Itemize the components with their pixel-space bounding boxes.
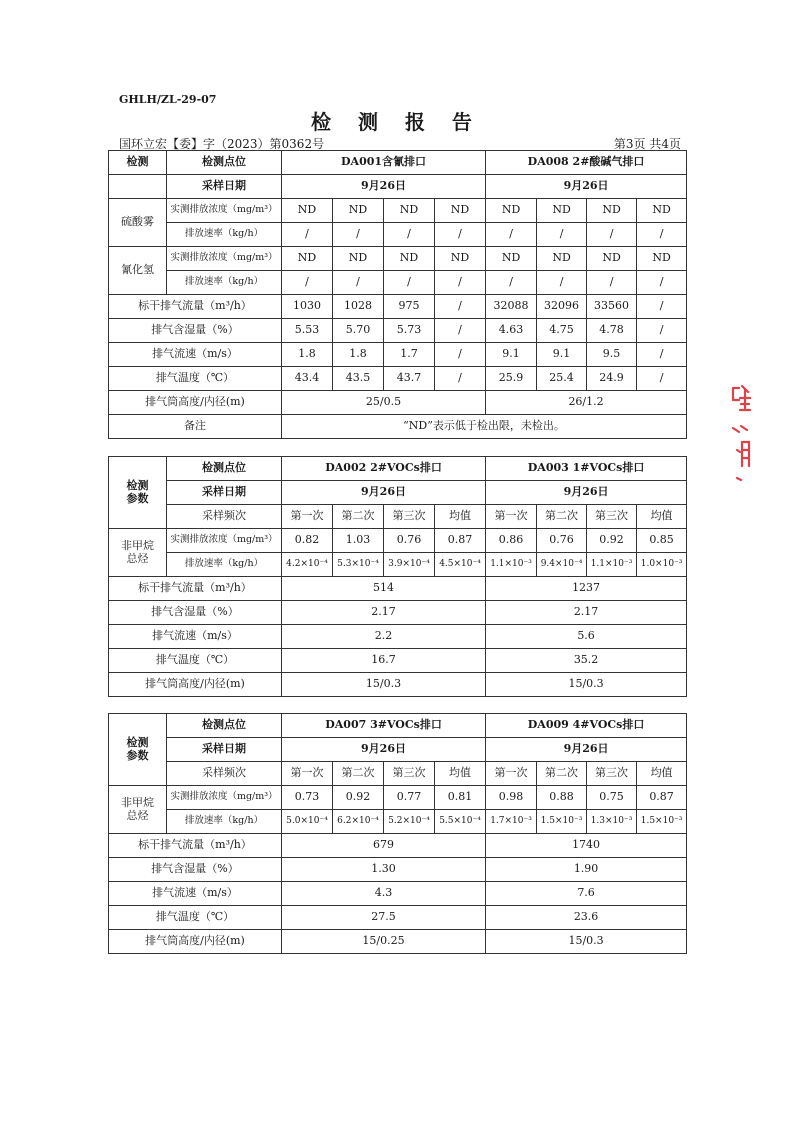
data-cell: 35.2 — [486, 649, 687, 673]
data-cell: / — [637, 367, 687, 391]
frequency-cell: 第一次 — [282, 762, 333, 786]
header-cell-frequency: 采样频次 — [167, 505, 282, 529]
header-cell-point: 检测点位 — [167, 714, 282, 738]
frequency-cell: 第三次 — [587, 505, 637, 529]
point-name-a: DA001含氰排口 — [282, 151, 486, 175]
data-cell: 0.87 — [637, 786, 687, 810]
sampling-date-a: 9月26日 — [282, 175, 486, 199]
data-cell: 9.1 — [486, 343, 537, 367]
data-cell: 679 — [282, 834, 486, 858]
header-cell-jiance: 检测 — [109, 151, 167, 175]
row-label-rate: 排放速率（kg/h） — [167, 223, 282, 247]
frequency-cell: 第二次 — [537, 762, 587, 786]
results-table-1 — [108, 150, 687, 439]
data-cell: ND — [282, 199, 333, 223]
pollutant-name: 氰化氢 — [109, 247, 167, 295]
frequency-cell: 均值 — [435, 505, 486, 529]
data-cell: 43.4 — [282, 367, 333, 391]
data-cell: 0.88 — [537, 786, 587, 810]
row-label-velocity: 排气流速（m/s） — [109, 882, 282, 906]
pollutant-name: 硫酸雾 — [109, 199, 167, 247]
frequency-cell: 第一次 — [282, 505, 333, 529]
results-table-2 — [108, 456, 687, 697]
data-cell: 0.85 — [637, 529, 687, 553]
sampling-date-a: 9月26日 — [282, 481, 486, 505]
data-cell: 4.2×10⁻⁴ — [282, 553, 333, 577]
data-cell: 15/0.3 — [282, 673, 486, 697]
data-cell: 0.73 — [282, 786, 333, 810]
frequency-cell: 第三次 — [384, 762, 435, 786]
data-cell: / — [435, 271, 486, 295]
pollutant-name: 非甲烷 总烃 — [109, 786, 167, 834]
data-cell: 43.7 — [384, 367, 435, 391]
data-cell: 9.4×10⁻⁴ — [537, 553, 587, 577]
data-cell: 6.2×10⁻⁴ — [333, 810, 384, 834]
data-cell: 5.70 — [333, 319, 384, 343]
data-cell: 2.17 — [486, 601, 687, 625]
header-cell-frequency: 采样频次 — [167, 762, 282, 786]
remark-text: “ND”表示低于检出限，未检出。 — [282, 415, 687, 439]
data-cell: 5.5×10⁻⁴ — [435, 810, 486, 834]
results-table-3 — [108, 713, 687, 954]
data-cell: 1.1×10⁻³ — [486, 553, 537, 577]
data-cell: 5.53 — [282, 319, 333, 343]
sampling-date-b: 9月26日 — [486, 481, 687, 505]
row-label-flow: 标干排气流量（m³/h） — [109, 295, 282, 319]
data-cell: ND — [435, 199, 486, 223]
point-name-b: DA008 2#酸碱气排口 — [486, 151, 687, 175]
header-cell-date: 采样日期 — [167, 481, 282, 505]
header-cell-param: 检测 参数 — [109, 714, 167, 786]
data-cell: / — [637, 343, 687, 367]
data-cell: / — [637, 223, 687, 247]
data-cell: 0.75 — [587, 786, 637, 810]
data-cell: 1028 — [333, 295, 384, 319]
data-cell: 0.92 — [587, 529, 637, 553]
data-cell: 25.4 — [537, 367, 587, 391]
data-cell: 43.5 — [333, 367, 384, 391]
frequency-cell: 第三次 — [587, 762, 637, 786]
data-cell: ND — [333, 199, 384, 223]
data-cell: / — [587, 271, 637, 295]
data-cell: / — [587, 223, 637, 247]
row-label-temperature: 排气温度（℃） — [109, 649, 282, 673]
data-cell: / — [282, 223, 333, 247]
data-cell: 32096 — [537, 295, 587, 319]
data-cell: 1.0×10⁻³ — [637, 553, 687, 577]
point-name-b: DA003 1#VOCs排口 — [486, 457, 687, 481]
data-cell: 0.86 — [486, 529, 537, 553]
row-label-stack: 排气筒高度/内径(m) — [109, 673, 282, 697]
data-cell: 975 — [384, 295, 435, 319]
data-cell: 24.9 — [587, 367, 637, 391]
data-cell: 4.3 — [282, 882, 486, 906]
data-cell: 0.77 — [384, 786, 435, 810]
data-cell: / — [537, 223, 587, 247]
data-cell: 3.9×10⁻⁴ — [384, 553, 435, 577]
row-label-conc: 实测排放浓度（mg/m³） — [167, 199, 282, 223]
data-cell: ND — [587, 199, 637, 223]
data-cell: 1030 — [282, 295, 333, 319]
data-cell: 0.92 — [333, 786, 384, 810]
data-cell: 1.7 — [384, 343, 435, 367]
data-cell: ND — [587, 247, 637, 271]
header-cell-date: 采样日期 — [167, 175, 282, 199]
data-cell: 23.6 — [486, 906, 687, 930]
row-label-conc: 实测排放浓度（mg/m³） — [167, 529, 282, 553]
data-cell: 0.82 — [282, 529, 333, 553]
data-cell: / — [435, 367, 486, 391]
data-cell: 1.7×10⁻³ — [486, 810, 537, 834]
row-label-rate: 排放速率（kg/h） — [167, 271, 282, 295]
frequency-cell: 第二次 — [333, 505, 384, 529]
data-cell: ND — [435, 247, 486, 271]
frequency-cell: 第一次 — [486, 505, 537, 529]
data-cell: 514 — [282, 577, 486, 601]
row-label-conc: 实测排放浓度（mg/m³） — [167, 786, 282, 810]
data-cell: / — [435, 223, 486, 247]
row-label-stack: 排气筒高度/内径(m) — [109, 930, 282, 954]
row-label-rate: 排放速率（kg/h） — [167, 810, 282, 834]
data-cell: 5.73 — [384, 319, 435, 343]
data-cell: 0.76 — [537, 529, 587, 553]
data-cell: / — [637, 271, 687, 295]
data-cell: 1.8 — [333, 343, 384, 367]
header-cell-date: 采样日期 — [167, 738, 282, 762]
data-cell: 9.5 — [587, 343, 637, 367]
data-cell: 5.6 — [486, 625, 687, 649]
data-cell: 0.87 — [435, 529, 486, 553]
data-cell: 1.1×10⁻³ — [587, 553, 637, 577]
report-title: 检 测 报 告 — [311, 110, 482, 134]
data-cell: / — [537, 271, 587, 295]
data-cell: ND — [384, 199, 435, 223]
row-label-moisture: 排气含湿量（%） — [109, 319, 282, 343]
frequency-cell: 第二次 — [333, 762, 384, 786]
data-cell: 27.5 — [282, 906, 486, 930]
row-label-velocity: 排气流速（m/s） — [109, 343, 282, 367]
data-cell: ND — [384, 247, 435, 271]
data-cell: 15/0.3 — [486, 930, 687, 954]
data-cell: 1740 — [486, 834, 687, 858]
data-cell: ND — [282, 247, 333, 271]
data-cell: ND — [637, 199, 687, 223]
data-cell: 1.8 — [282, 343, 333, 367]
data-cell: 15/0.3 — [486, 673, 687, 697]
red-seal-stamp-icon — [727, 380, 753, 490]
frequency-cell: 第三次 — [384, 505, 435, 529]
row-label-velocity: 排气流速（m/s） — [109, 625, 282, 649]
data-cell: 1.5×10⁻³ — [637, 810, 687, 834]
data-cell: 2.2 — [282, 625, 486, 649]
data-cell: 33560 — [587, 295, 637, 319]
data-cell: 0.98 — [486, 786, 537, 810]
data-cell: 25/0.5 — [282, 391, 486, 415]
data-cell: 16.7 — [282, 649, 486, 673]
page-number: 第3页 共4页 — [613, 137, 681, 151]
frequency-cell: 均值 — [637, 505, 687, 529]
data-cell: 5.3×10⁻⁴ — [333, 553, 384, 577]
data-cell: ND — [333, 247, 384, 271]
data-cell: 7.6 — [486, 882, 687, 906]
row-label-conc: 实测排放浓度（mg/m³） — [167, 247, 282, 271]
data-cell: 4.78 — [587, 319, 637, 343]
row-label-flow: 标干排气流量（m³/h） — [109, 577, 282, 601]
pollutant-name: 非甲烷 总烃 — [109, 529, 167, 577]
data-cell: / — [486, 223, 537, 247]
report-number: 国环立宏【委】字（2023）第0362号 — [119, 137, 325, 151]
data-cell: ND — [637, 247, 687, 271]
data-cell: / — [486, 271, 537, 295]
data-cell: / — [282, 271, 333, 295]
data-cell: 15/0.25 — [282, 930, 486, 954]
header-cell-point: 检测点位 — [167, 151, 282, 175]
data-cell: 1.30 — [282, 858, 486, 882]
data-cell: 26/1.2 — [486, 391, 687, 415]
data-cell: 1.3×10⁻³ — [587, 810, 637, 834]
frequency-cell: 均值 — [637, 762, 687, 786]
data-cell: 5.2×10⁻⁴ — [384, 810, 435, 834]
document-id: GHLH/ZL-29-07 — [119, 93, 217, 106]
header-cell-empty — [109, 175, 167, 199]
data-cell: ND — [537, 199, 587, 223]
row-label-temperature: 排气温度（℃） — [109, 906, 282, 930]
data-cell: 1.5×10⁻³ — [537, 810, 587, 834]
data-cell: 2.17 — [282, 601, 486, 625]
data-cell: / — [333, 223, 384, 247]
data-cell: ND — [537, 247, 587, 271]
data-cell: / — [637, 319, 687, 343]
data-cell: 0.81 — [435, 786, 486, 810]
row-label-moisture: 排气含湿量（%） — [109, 601, 282, 625]
frequency-cell: 均值 — [435, 762, 486, 786]
frequency-cell: 第一次 — [486, 762, 537, 786]
point-name-a: DA007 3#VOCs排口 — [282, 714, 486, 738]
data-cell: 5.0×10⁻⁴ — [282, 810, 333, 834]
row-label-remark: 备注 — [109, 415, 282, 439]
row-label-temperature: 排气温度（℃） — [109, 367, 282, 391]
data-cell: ND — [486, 247, 537, 271]
data-cell: / — [637, 295, 687, 319]
data-cell: 1.90 — [486, 858, 687, 882]
row-label-moisture: 排气含湿量（%） — [109, 858, 282, 882]
point-name-a: DA002 2#VOCs排口 — [282, 457, 486, 481]
row-label-rate: 排放速率（kg/h） — [167, 553, 282, 577]
data-cell: 4.5×10⁻⁴ — [435, 553, 486, 577]
data-cell: 4.75 — [537, 319, 587, 343]
data-cell: 1.03 — [333, 529, 384, 553]
data-cell: / — [384, 271, 435, 295]
data-cell: / — [435, 319, 486, 343]
data-cell: 9.1 — [537, 343, 587, 367]
data-cell: 4.63 — [486, 319, 537, 343]
data-cell: / — [333, 271, 384, 295]
data-cell: ND — [486, 199, 537, 223]
header-cell-point: 检测点位 — [167, 457, 282, 481]
sampling-date-b: 9月26日 — [486, 738, 687, 762]
row-label-flow: 标干排气流量（m³/h） — [109, 834, 282, 858]
row-label-stack: 排气筒高度/内径(m) — [109, 391, 282, 415]
header-cell-param: 检测 参数 — [109, 457, 167, 529]
data-cell: 25.9 — [486, 367, 537, 391]
data-cell: / — [384, 223, 435, 247]
data-cell: 0.76 — [384, 529, 435, 553]
data-cell: 1237 — [486, 577, 687, 601]
data-cell: 32088 — [486, 295, 537, 319]
point-name-b: DA009 4#VOCs排口 — [486, 714, 687, 738]
frequency-cell: 第二次 — [537, 505, 587, 529]
data-cell: / — [435, 295, 486, 319]
sampling-date-a: 9月26日 — [282, 738, 486, 762]
sampling-date-b: 9月26日 — [486, 175, 687, 199]
data-cell: / — [435, 343, 486, 367]
